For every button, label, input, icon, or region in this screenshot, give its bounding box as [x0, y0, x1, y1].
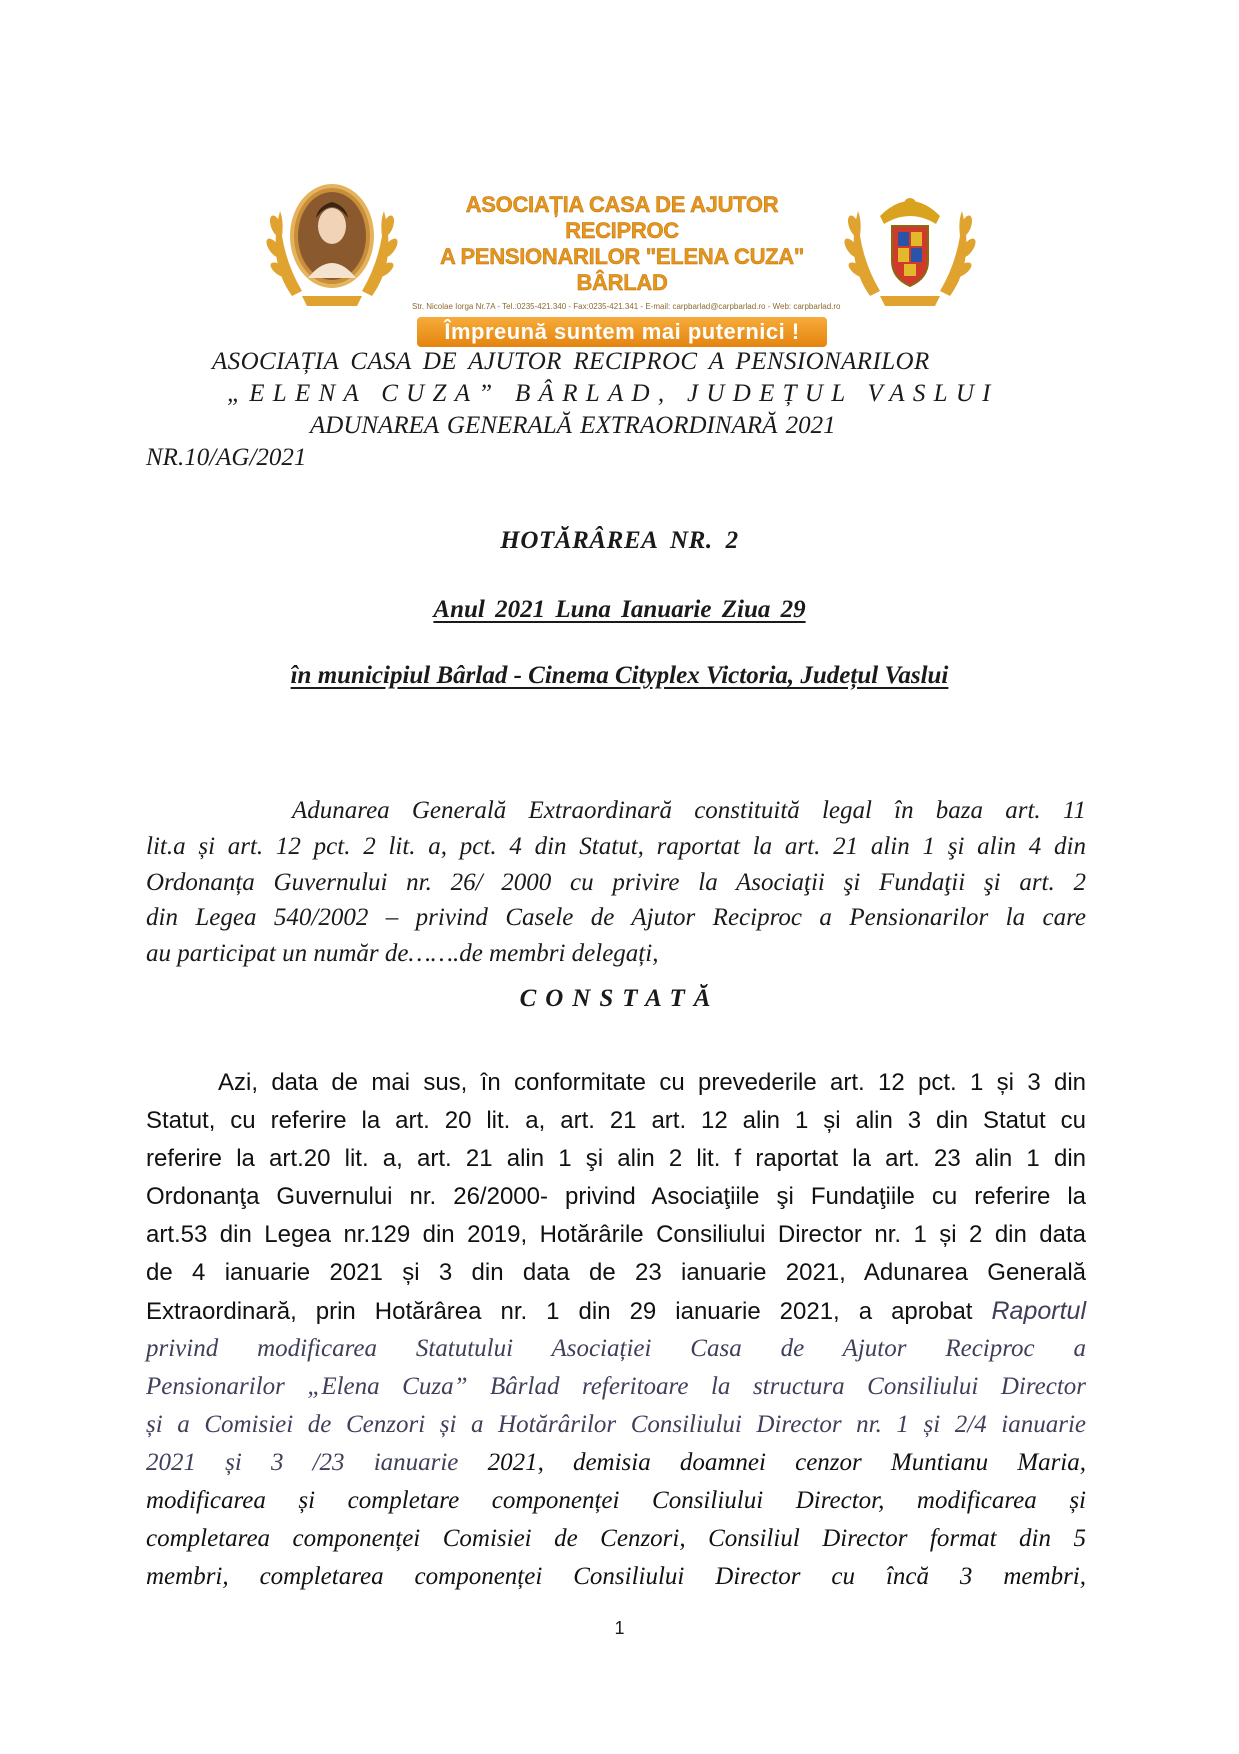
body-line: și a Comisiei de Cenzori și a Hotărârilor Consiliului Director nr. 1 și 2/4 ianuarie: [146, 1411, 1086, 1438]
body-line: Ordonanţa Guvernului nr. 26/2000- privind Asociaţiile şi Fundaţiile cu referire la: [146, 1183, 1086, 1210]
decision-title: HOTĂRÂREA NR. 2: [500, 527, 739, 554]
elena-cuza-portrait-emblem: [262, 166, 402, 316]
body-line: membri, completarea componenței Consiliului Director cu încă 3 membri,: [146, 1563, 1086, 1590]
letterhead: [262, 166, 977, 344]
decision-place: în municipiul Bârlad - Cinema Cityplex Victoria, Județul Vaslui: [290, 662, 949, 689]
body-line-mixed: [146, 1444, 1086, 1482]
body-line-mixed-serif: Raportul: [991, 1297, 1086, 1325]
body-line: modificarea și completare componenței Consiliului Director, modificarea și: [146, 1487, 1086, 1514]
intro-line: lit.a și art. 12 pct. 2 lit. a, pct. 4 din Statut, raportat la art. 21 alin 1 şi alin 4 din: [146, 833, 1086, 860]
header-association-name: ASOCIAȚIA CASA DE AJUTOR RECIPROC A PENSIONARILOR: [212, 348, 930, 375]
page-number: 1: [614, 1618, 625, 1638]
body-line: Azi, data de mai sus, în conformitate cu prevederile art. 12 pct. 1 și 3 din: [218, 1069, 1086, 1096]
intro-line: Adunarea Generală Extraordinară constituită legal în baza art. 11: [292, 797, 1086, 824]
banner-title-line2: A PENSIONARILOR "ELENA CUZA" BÂRLAD: [439, 244, 805, 295]
intro-line: Ordonanța Guvernului nr. 26/ 2000 cu privire la Asociaţii şi Fundaţii şi art. 2: [146, 869, 1086, 896]
body-line: art.53 din Legea nr.129 din 2019, Hotărârile Consiliului Director nr. 1 și 2 din data: [146, 1221, 1086, 1248]
body-line: completarea componenței Comisiei de Cenzori, Consiliul Director format din 5: [146, 1525, 1086, 1552]
body-line: Statut, cu referire la art. 20 lit. a, art. 21 art. 12 alin 1 și alin 3 din Statut cu: [146, 1107, 1086, 1134]
banner-contact: Str. Nicolae Iorga Nr.7A - Tel.:0235-421.340 - Fax:0235-421.341 - E-mail: carpbarlad@carpbarlad.ro - Web: carpbarlad.ro: [412, 302, 841, 311]
section-heading-constata: CONSTATĂ: [519, 985, 720, 1012]
body-line-mixed-rest: 2021, demisia doamnei cenzor Muntianu Maria,: [487, 1449, 1087, 1476]
intro-line: din Legea 540/2002 – privind Casele de Ajutor Reciproc a Pensionarilor la care: [146, 904, 1086, 931]
body-line-mixed-sans: Extraordinară, prin Hotărârea nr. 1 din 29 ianuarie 2021, a aprobat: [146, 1298, 973, 1325]
association-banner: [412, 192, 841, 347]
body-line-mixed: [146, 1292, 1086, 1330]
decision-date: Anul 2021 Luna Ianuarie Ziua 29: [433, 596, 806, 623]
body-line: referire la art.20 lit. a, art. 21 alin 1 şi alin 2 lit. f raportat la art. 23 alin 1 din: [146, 1145, 1086, 1172]
header-association-location: „ELENA CUZA” BÂRLAD, JUDEȚUL VASLUI: [227, 380, 999, 407]
intro-line: au participat un număr de…….de membri delegați,: [146, 940, 659, 967]
header-assembly: ADUNAREA GENERALĂ EXTRAORDINARĂ 2021: [310, 412, 836, 439]
body-line-mixed-serif: 2021 și 3 /23 ianuarie: [146, 1449, 459, 1476]
body-line: privind modificarea Statutului Asociației Casa de Ajutor Reciproc a: [146, 1335, 1086, 1362]
header-registration-number: NR.10/AG/2021: [146, 444, 307, 471]
banner-slogan: Împreună suntem mai puternici !: [417, 317, 827, 347]
body-line: Pensionarilor „Elena Cuza” Bârlad referitoare la structura Consiliului Director: [146, 1373, 1086, 1400]
romania-coat-of-arms-emblem: [840, 166, 980, 316]
banner-title-line1: ASOCIAȚIA CASA DE AJUTOR RECIPROC: [465, 192, 779, 243]
body-line: de 4 ianuarie 2021 și 3 din data de 23 ianuarie 2021, Adunarea Generală: [146, 1259, 1086, 1286]
